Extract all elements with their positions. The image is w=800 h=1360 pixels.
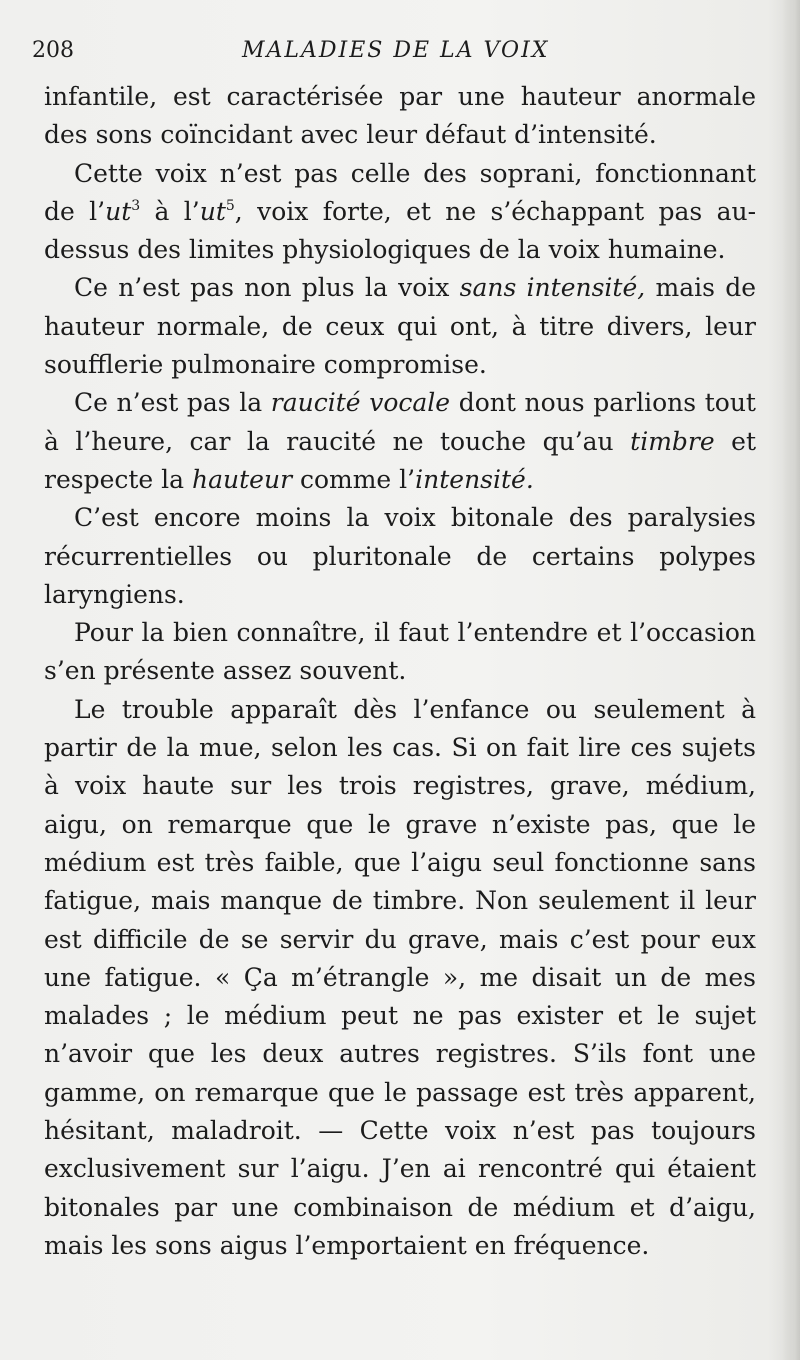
superscript: 5 <box>225 197 235 214</box>
text-segment: comme l’ <box>292 464 416 494</box>
paragraph <box>44 155 756 270</box>
italic-text: timbre <box>630 426 715 456</box>
italic-text: sans intensité, <box>459 273 646 303</box>
paragraph <box>44 384 756 499</box>
paragraph <box>44 499 756 614</box>
italic-text: ut <box>105 196 132 226</box>
italic-text: hauteur <box>192 464 293 494</box>
text-segment: Le trouble apparaît dès l’enfance ou seulement à partir de la mue, selon les cas. Si on fait lire ces sujets à voix haute sur les trois registres, grave, médium, aigu, on remarque que le grave n’existe pas, que le médium est très faible, que l’aigu seul fonctionne sans fatigue, mais manque de timbre. Non seulement il leur est difficile de se servir du grave, mais c’est pour eux une fatigue. « Ça m’étrangle », me disait un de mes malades ; le médium peut ne pas exister et le sujet n’avoir que les deux autres registres. S’ils font une gamme, on remarque que le passage est très apparent, hésitant, maladroit. — Cette voix n’est pas toujours exclusivement sur l’aigu. J’en ai rencontré qui étaient bitonales par une combinaison de médium et d’aigu, mais les sons aigus l’emportaient en fréquence. <box>44 694 756 1260</box>
italic-text: raucité vocale <box>270 388 451 418</box>
running-head: MALADIES DE LA VOIX <box>242 38 550 63</box>
paragraph <box>44 269 756 384</box>
text-segment: C’est encore moins la voix bitonale des paralysies récurrentielles ou pluritonale de certains polypes laryngiens. <box>44 503 756 609</box>
text-segment: infantile, est caractérisée par une hauteur anormale des sons coïncidant avec leur défaut d’intensité. <box>44 82 756 150</box>
page-edge-shadow <box>782 0 800 1360</box>
text-segment: Ce n’est pas la <box>74 388 271 418</box>
page-header <box>32 36 772 66</box>
text-segment: Cette voix n’est pas celle des soprani, fonctionnant de l’ <box>44 158 756 226</box>
paragraph <box>44 614 756 691</box>
italic-text: ut <box>199 196 226 226</box>
text-segment: à l’ <box>140 196 200 226</box>
text-segment: , voix forte, et ne s’échappant pas au-dessus des limites physiologiques de la voix humaine. <box>44 196 757 265</box>
superscript: 3 <box>131 197 141 214</box>
paragraph <box>44 691 756 1265</box>
text-segment: dont nous parlions tout à l’heure, car la raucité ne touche qu’au <box>44 388 756 456</box>
text-segment: Ce n’est pas non plus la voix <box>74 273 460 303</box>
paragraph <box>44 78 756 155</box>
italic-text: intensité. <box>415 464 534 494</box>
text-segment: et respecte la <box>44 426 756 494</box>
page-number: 208 <box>32 38 74 63</box>
text-segment: mais de hauteur normale, de ceux qui ont, à titre divers, leur soufflerie pulmonaire compromise. <box>44 273 756 380</box>
text-segment: Pour la bien connaître, il faut l’entendre et l’occasion s’en présente assez souvent. <box>44 618 756 686</box>
body-text <box>44 78 756 1265</box>
